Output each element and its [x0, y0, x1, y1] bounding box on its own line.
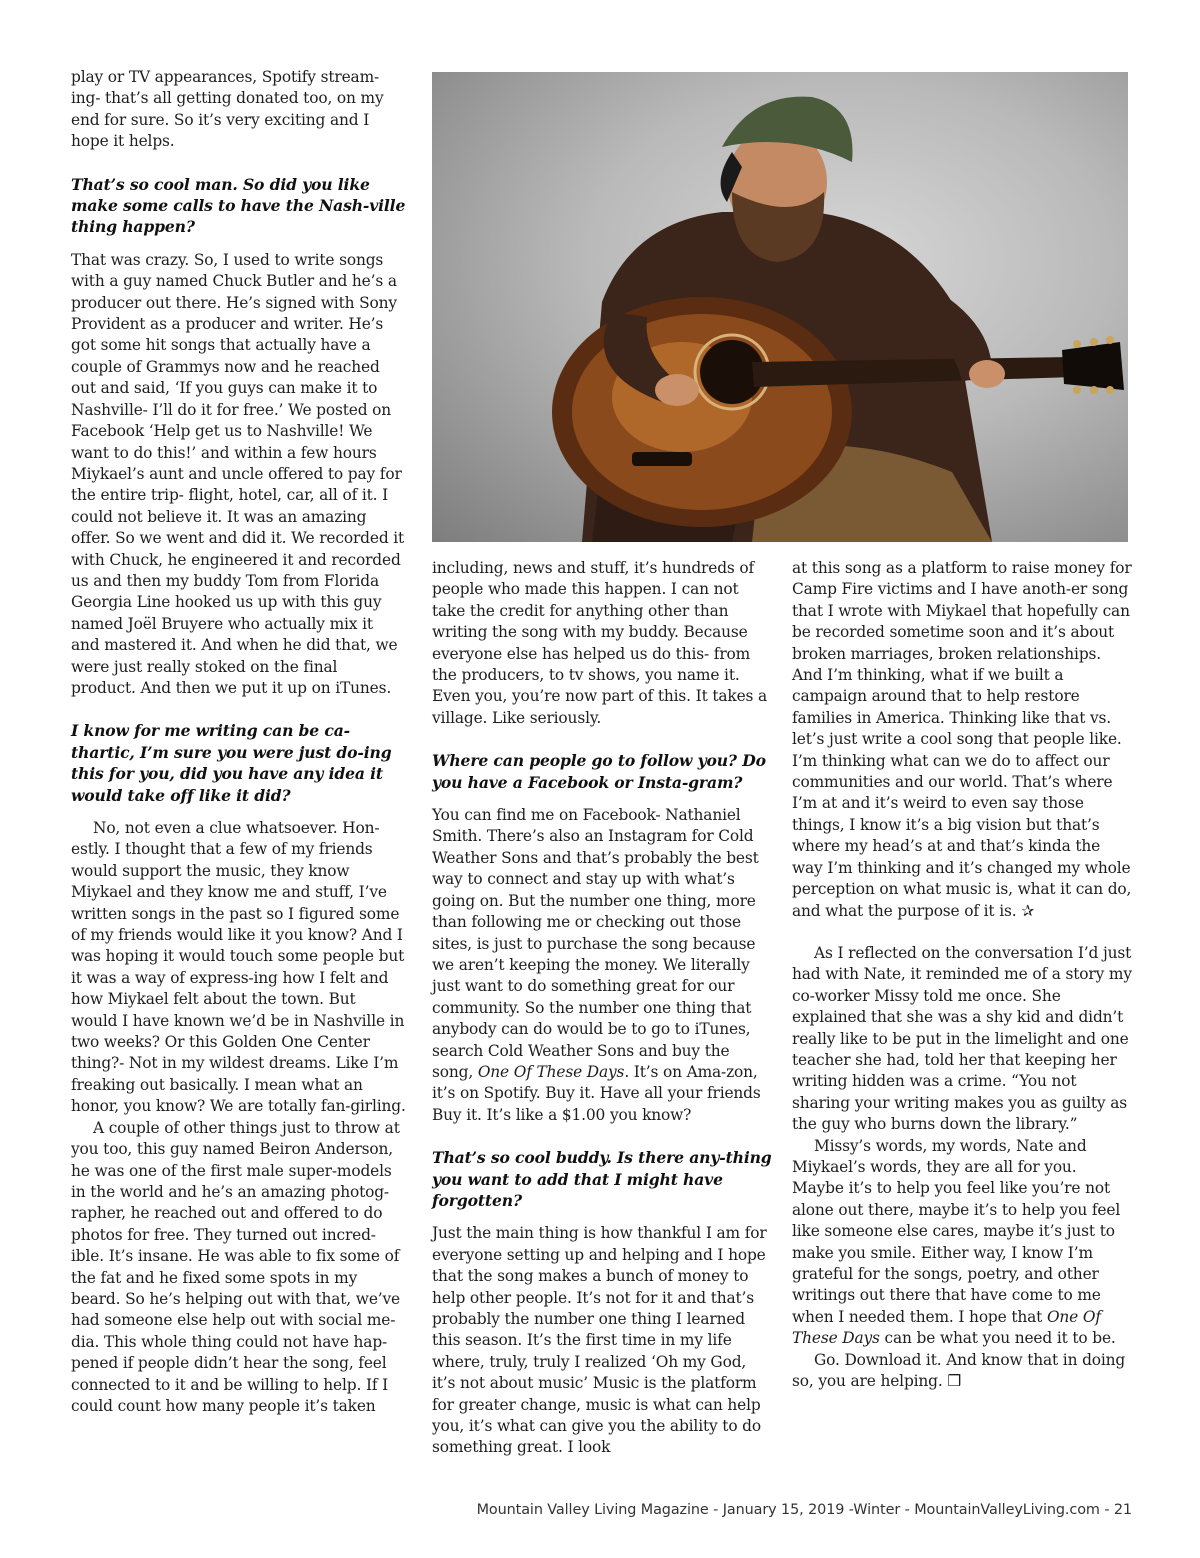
text-span: Missy’s words, my words, Nate and Miykael’s words, they are all for you. Maybe it’s to help you feel like you’re not alone out there, maybe it’s to help you feel like someone else cares, maybe it’s just to make you smile. Either way, I know I’m grateful for the songs, poetry, and other writings out there that have come to me when I needed them. I hope that: [792, 1136, 1121, 1326]
interview-question: I know for me writing can be ca-thartic, I’m sure you were just do-ing this for you, did you have any idea it would take off like it did?: [71, 721, 392, 805]
paragraph: As I reflected on the conversation I’d just had with Nate, it reminded me of a story my co-worker Missy told me once. She explained that she was a shy kid and didn’t really like to be put in the limelight and one teacher she had, told her that keeping her writing hidden was a crime. “You not sharing your writing makes you as guilty as the guy who burns down the library.”: [792, 943, 1132, 1134]
text-span: can be what you need it to be.: [879, 1329, 1116, 1348]
page-footer: Mountain Valley Living Magazine - January 15, 2019 -Winter - MountainValleyLiving.com - 21: [476, 1502, 1132, 1518]
interview-question: Where can people go to follow you? Do you have a Facebook or Insta-gram?: [432, 751, 766, 792]
article-column-3: [792, 558, 1132, 1392]
song-title: One Of These Days: [477, 1062, 625, 1081]
interview-question: That’s so cool man. So did you like make some calls to have the Nash-ville thing happen?: [71, 174, 406, 237]
paragraph: No, not even a clue whatsoever. Hon-estly. I thought that a few of my friends would support the music, they know Miykael and they know me and stuff, I’ve written songs in the past so I figured some of my friends would like it you know? And I was hoping it would touch some people but it was a way of express-ing how I felt and how Miykael felt about the town. But would I have known we’d be in Nashville in two weeks? Or this Golden One Center thing?- Not in my wildest dreams. Like I’m freaking out basically. I mean what an honor, you know? We are totally fan-girling.: [71, 819, 406, 1116]
song-title: One Of These Days: [792, 1307, 1101, 1348]
guitarist-illustration: [432, 72, 1128, 542]
musician-photo: [432, 72, 1128, 542]
star-icon: ✰: [1021, 901, 1034, 920]
text-span: . It’s on Ama-zon, it’s on Spotify. Buy it. Have all your friends Buy it. It’s like a $1.00 you know?: [432, 1062, 761, 1124]
end-mark-icon: ❒: [947, 1372, 962, 1391]
paragraph: [792, 1350, 1132, 1393]
paragraph: play or TV appearances, Spotify stream-ing- that’s all getting donated too, on my end for sure. So it’s very exciting and I hope it helps.: [71, 68, 384, 151]
article-column-1: [71, 67, 406, 1417]
text-span: You can find me on Facebook- Nathaniel Smith. There’s also an Instagram for Cold Weather Sons and that’s probably the best way to connect and stay up with what’s going on. But the number one thing, more than following me or checking out those sites, is just to purchase the song because we aren’t keeping the money. We literally just want to do something great for our community. So the number one thing that anybody can do would be to go to iTunes, search Cold Weather Sons and buy the song,: [432, 806, 759, 1081]
text-span: at this song as a platform to raise money for Camp Fire victims and I have anoth-er song that I wrote with Miykael that hopefully can be recorded sometime soon and it’s about broken marriages, broken relationships. And I’m thinking, what if we built a campaign around that to help restore families in America. Thinking like that vs. let’s just write a cool song that people like. I’m thinking what can we do to affect our communities and our world. That’s where I’m at and it’s weird to even say those things, I know it’s a big vision but that’s where my head’s at and that’s kinda the way I’m thinking and it’s changed my whole perception on what music is, what it can do, and what the purpose of it is.: [792, 559, 1132, 920]
article-column-2: [432, 558, 772, 1459]
paragraph: [792, 558, 1132, 922]
paragraph: Just the main thing is how thankful I am for everyone setting up and helping and I hope that the song makes a bunch of money to help other people. It’s not for it and that’s probably the number one thing I learned this season. It’s the first time in my life where, truly, truly I realized ‘Oh my God, it’s not about music’ Music is the platform for greater change, music is what can help you, it’s what can give you the ability to do something great. I look: [432, 1224, 767, 1457]
paragraph: A couple of other things just to throw at you too, this guy named Beiron Anderson, he was one of the first male super-models in the world and he’s an amazing photog-rapher, he reached out and offered to do photos for free. They turned out incred-ible. It’s insane. He was able to fix some of the fat and he fixed some spots in my beard. So he’s helping out with that, we’ve had someone else help out with social me-dia. This whole thing could not have hap-pened if people didn’t hear the song, feel connected to it and be willing to help. If I could count how many people it’s taken: [71, 1118, 401, 1415]
paragraph: [792, 1136, 1132, 1350]
paragraph: That was crazy. So, I used to write songs with a guy named Chuck Butler and he’s a producer out there. He’s signed with Sony Provident as a producer and writer. He’s got some hit songs that actually have a couple of Grammys now and he reached out and said, ‘If you guys can make it to Nashville- I’ll do it for free.’ We posted on Facebook ‘Help get us to Nashville! We want to do this!’ and within a few hours Miykael’s aunt and uncle offered to pay for the entire trip- flight, hotel, car, all of it. I could not believe it. It was an amazing offer. So we went and did it. We recorded it with Chuck, he engineered it and recorded us and then my buddy Tom from Florida Georgia Line hooked us up with this guy named Joël Bruyere who actually mix it and mastered it. And when he did that, we were just really stoked on the final product. And then we put it up on iTunes.: [71, 250, 405, 697]
paragraph: including, news and stuff, it’s hundreds of people who made this happen. I can not take the credit for anything other than writing the song with my buddy. Because everyone else has helped us do this- from the producers, to tv shows, you name it. Even you, you’re now part of this. It takes a village. Like seriously.: [432, 559, 768, 727]
text-span: Go. Download it. And know that in doing so, you are helping.: [792, 1350, 1126, 1391]
paragraph: [432, 805, 772, 1126]
interview-question: That’s so cool buddy. Is there any-thing you want to add that I might have forgotten?: [432, 1148, 772, 1210]
